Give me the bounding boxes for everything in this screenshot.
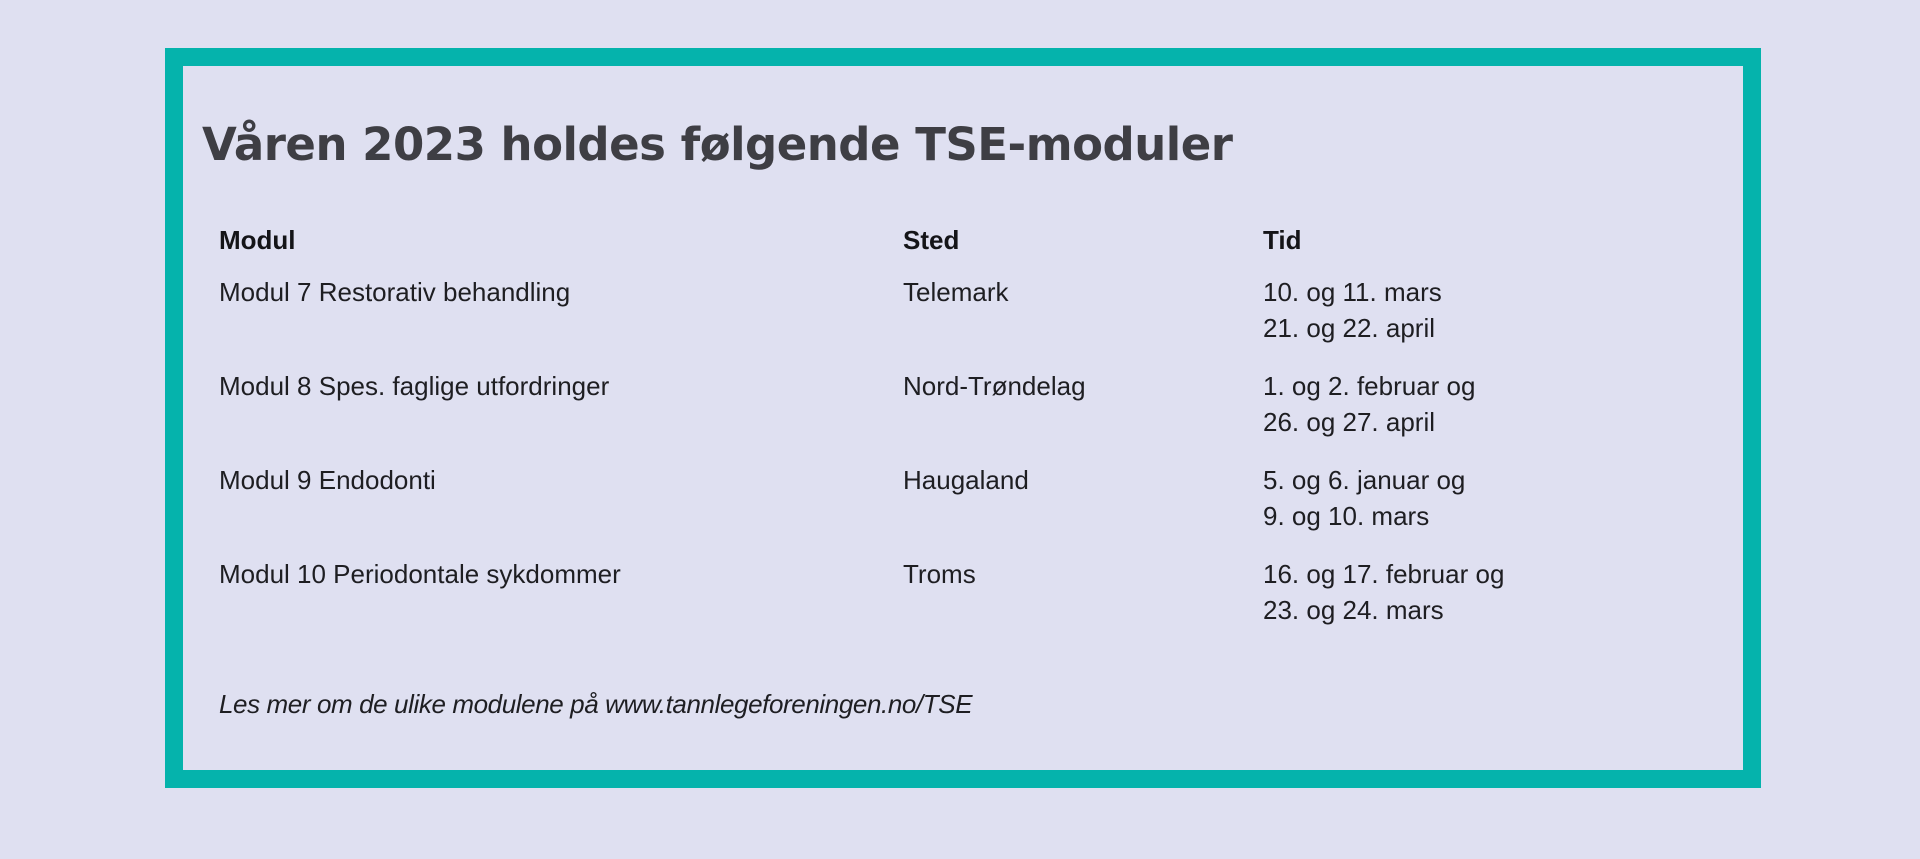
tid-line: 23. og 24. mars	[1263, 595, 1444, 625]
cell-tid	[1263, 556, 1683, 628]
page-title: Våren 2023 holdes følgende TSE-moduler	[202, 118, 1233, 171]
cell-sted: Troms	[903, 559, 976, 589]
cell-modul: Modul 8 Spes. faglige utfordringer	[219, 371, 610, 401]
tid-line: 21. og 22. april	[1263, 313, 1436, 343]
cell-modul: Modul 9 Endodonti	[219, 465, 436, 495]
table-row	[219, 462, 1699, 556]
cell-sted: Telemark	[903, 277, 1009, 307]
cell-modul: Modul 7 Restorativ behandling	[219, 277, 571, 307]
table-row	[219, 556, 1699, 650]
table-row	[219, 368, 1699, 462]
header-modul: Modul	[219, 225, 296, 255]
cell-modul: Modul 10 Periodontale sykdommer	[219, 559, 621, 589]
header-tid: Tid	[1263, 225, 1302, 255]
tid-line: 9. og 10. mars	[1263, 501, 1430, 531]
tid-line: 26. og 27. april	[1263, 407, 1436, 437]
table-header-row	[219, 222, 1699, 274]
cell-sted: Haugaland	[903, 465, 1029, 495]
cell-tid	[1263, 462, 1683, 534]
table-row	[219, 274, 1699, 368]
footnote-link-text: Les mer om de ulike modulene på www.tannlegeforeningen.no/TSE	[219, 689, 973, 719]
cell-tid	[1263, 368, 1683, 440]
tid-line: 16. og 17. februar og	[1263, 559, 1505, 589]
tid-line: 1. og 2. februar og	[1263, 371, 1476, 401]
cell-tid	[1263, 274, 1683, 346]
module-table	[219, 222, 1699, 650]
tid-line: 10. og 11. mars	[1263, 277, 1442, 307]
tid-line: 5. og 6. januar og	[1263, 465, 1466, 495]
cell-sted: Nord-Trøndelag	[903, 371, 1086, 401]
header-sted: Sted	[903, 225, 960, 255]
